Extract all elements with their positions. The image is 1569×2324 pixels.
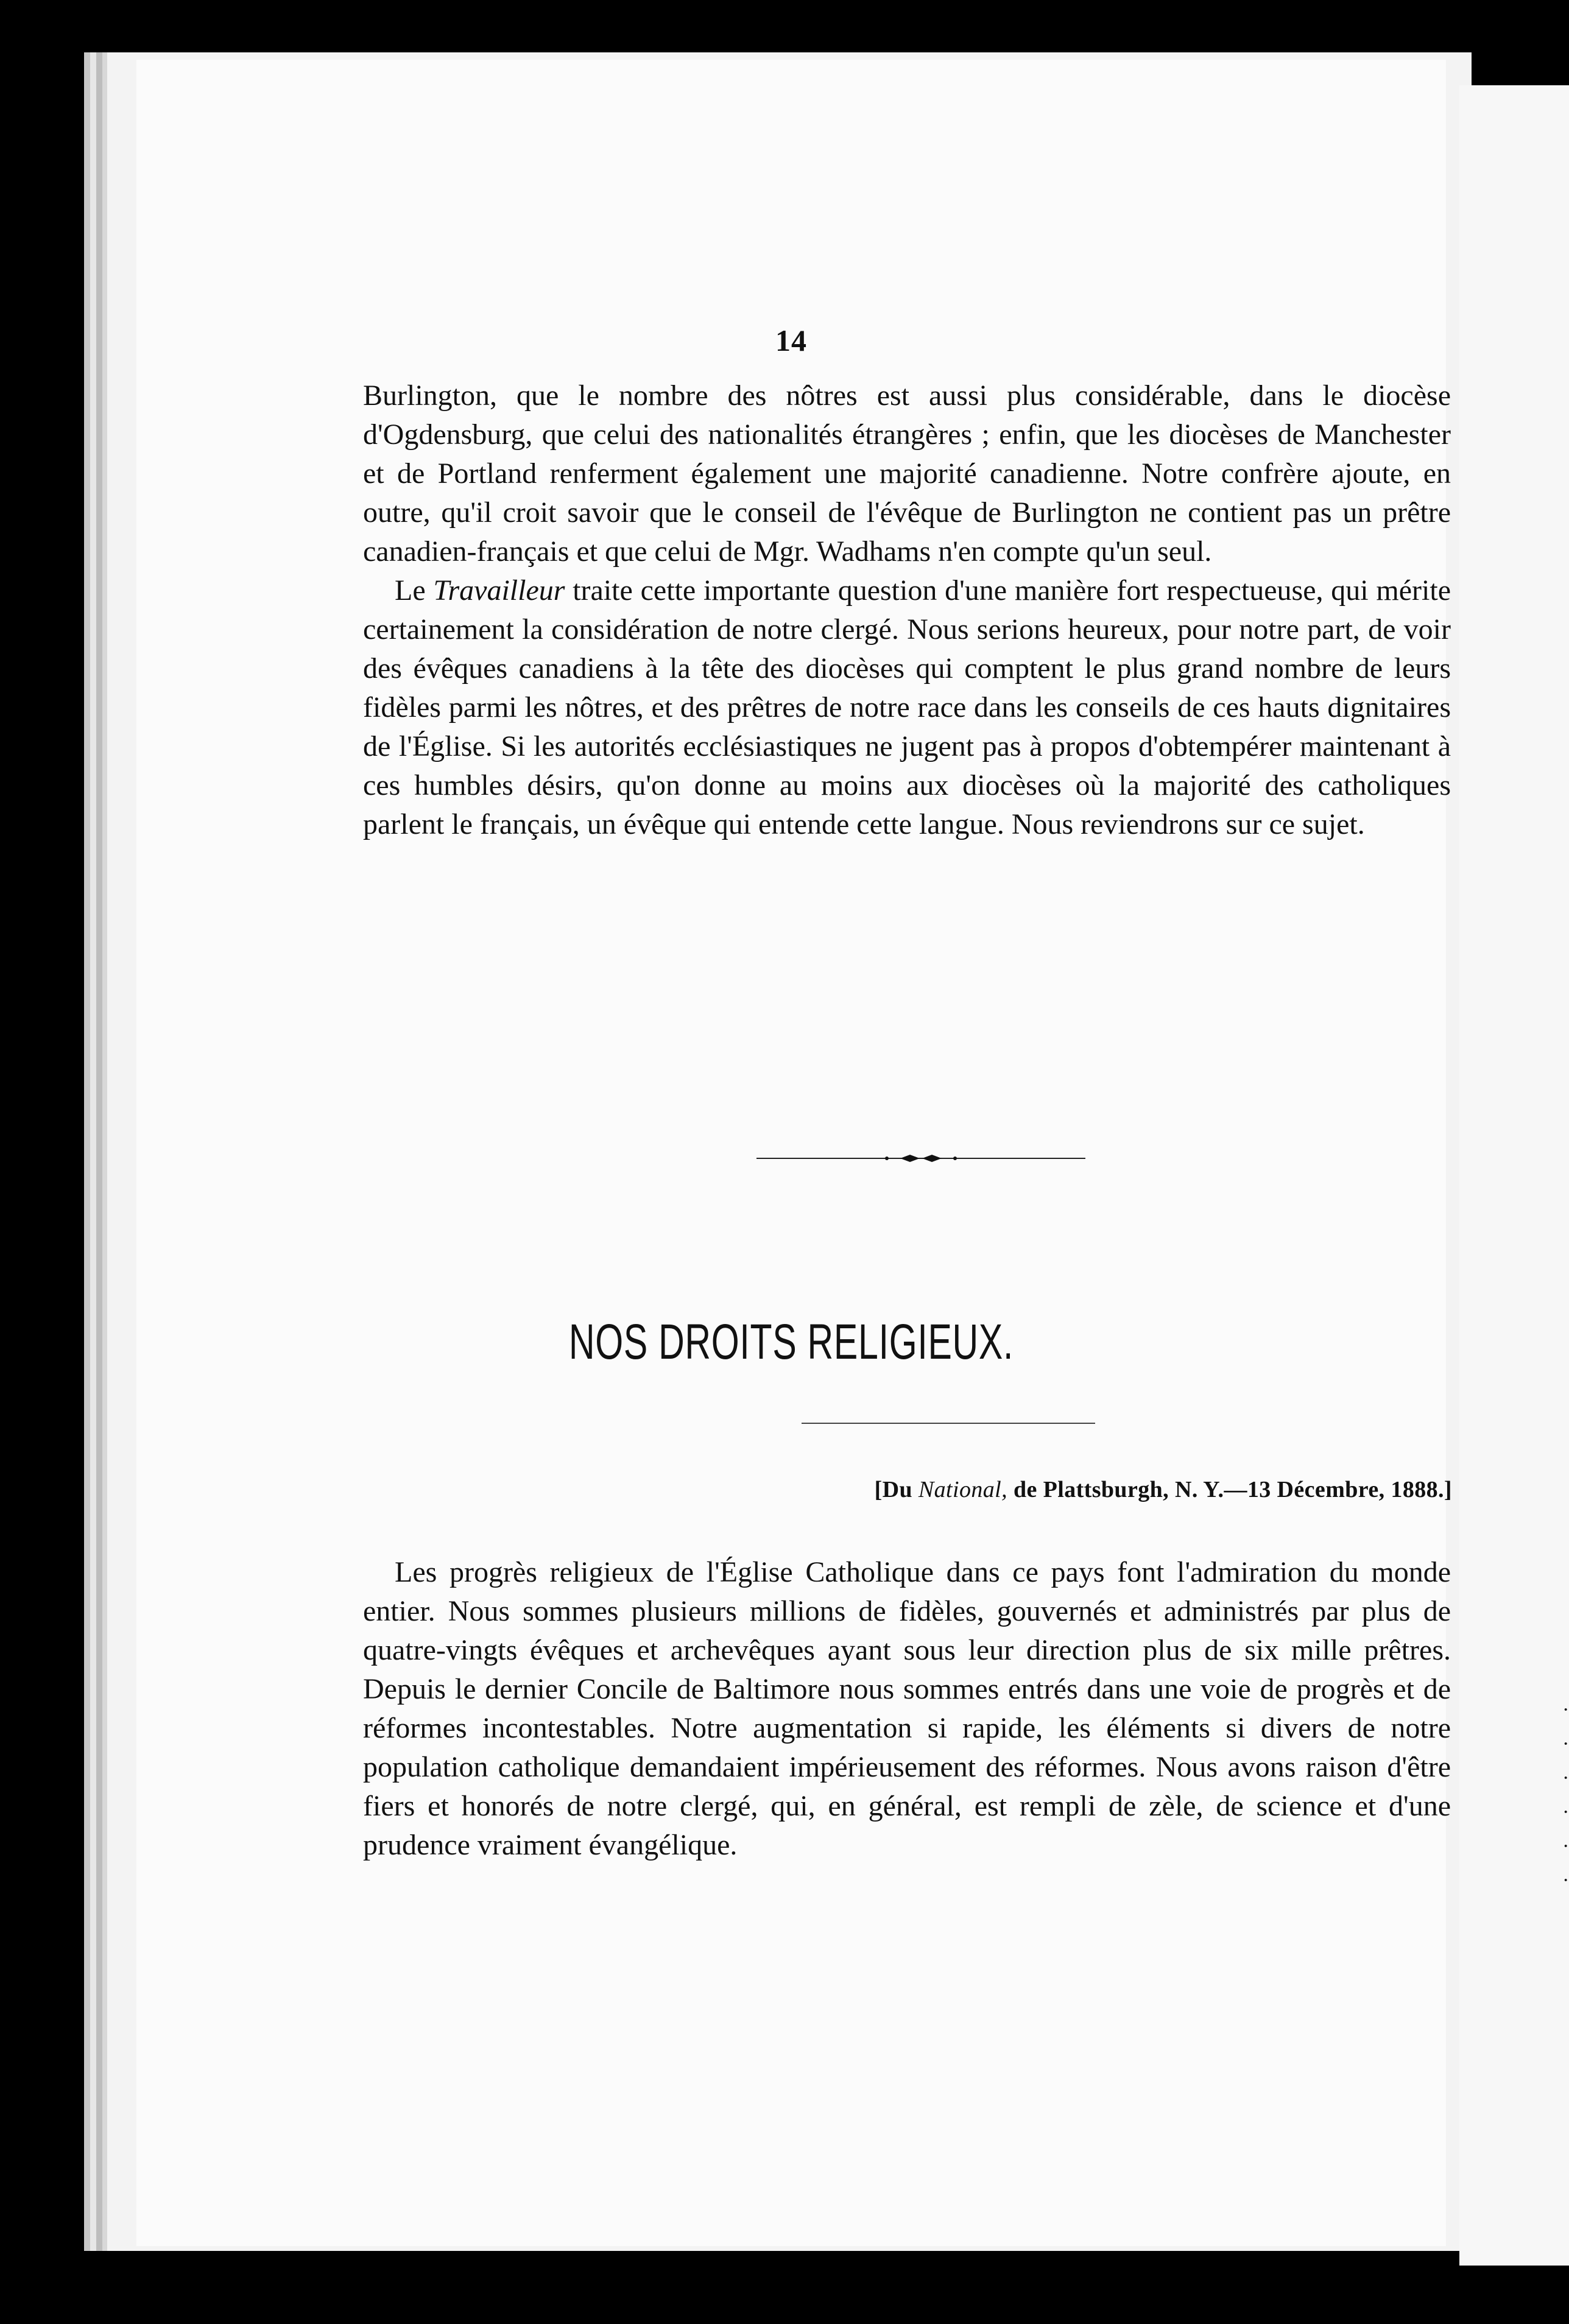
section-title: NOS DROITS RELIGIEUX. (568, 1314, 1014, 1370)
book-page (136, 60, 1452, 2246)
newspaper-name: National, (918, 1477, 1008, 1502)
paragraph-body: traite cette importante question d'une manière fort respectueuse, qui mérite certainement la considération de notre clergé. Nous serions heureux, pour notre part, de voir des évêques canadiens à la tête des diocèses qui comptent le plus grand nombre de leurs fidèles parmi les nôtres, et des prêtres de notre race dans les conseils de ces hauts dignitaires de l'Église. Si les autorités ecclésiastiques ne jugent pas à propos d'obtempérer maintenant à ces humbles désirs, qu'on donne au moins aux diocèses où la majorité des catholiques parlent le français, un évêque qui entende cette langue. Nous reviendrons sur ce sujet. (363, 574, 1451, 840)
article-text (363, 1553, 1451, 1865)
title-rule (802, 1423, 1095, 1424)
paragraph-travailleur (363, 571, 1451, 844)
ornamental-divider (756, 1153, 1085, 1163)
adjacent-page-edge (1459, 85, 1569, 2266)
publication-name-travailleur: Travailleur (433, 574, 565, 607)
article-source (484, 1476, 1452, 1503)
paragraph-lead: Le (395, 574, 426, 607)
adjacent-page-marks: · · · · · · (1562, 1699, 1569, 1892)
page-number: 14 (775, 323, 807, 357)
source-prefix: [Du (874, 1477, 912, 1502)
intro-text (363, 376, 1451, 844)
paragraph-burlington: Burlington, que le nombre des nôtres est aussi plus considérable, dans le diocèse d'Ogdensburg, que celui des nationalités étrangères ; enfin, que les diocèses de Manchester et de Portland renferment également une majorité canadienne. Notre confrère ajoute, en outre, qu'il croit savoir que le conseil de l'évêque de Burlington ne contient pas un prêtre canadien-français et que celui de Mgr. Wadhams n'en compte qu'un seul. (363, 379, 1451, 568)
source-details: de Plattsburgh, N. Y.—13 Décembre, 1888.] (1013, 1477, 1452, 1502)
article-paragraph: Les progrès religieux de l'Église Catholique dans ce pays font l'admiration du monde entier. Nous sommes plusieurs millions de fidèles, gouvernés et administrés par plus de quatre-vingts évêques et archevêques ayant sous leur direction plus de six mille prêtres. Depuis le dernier Concile de Baltimore nous sommes entrés dans une voie de progrès et de réformes incontestables. Notre augmentation si rapide, les éléments si divers de notre population catholique demandaient impérieusement des réformes. Nous avons raison d'être fiers et honorés de notre clergé, qui, en général, est rempli de zèle, de science et d'une prudence vraiment évangélique. (363, 1556, 1451, 1861)
